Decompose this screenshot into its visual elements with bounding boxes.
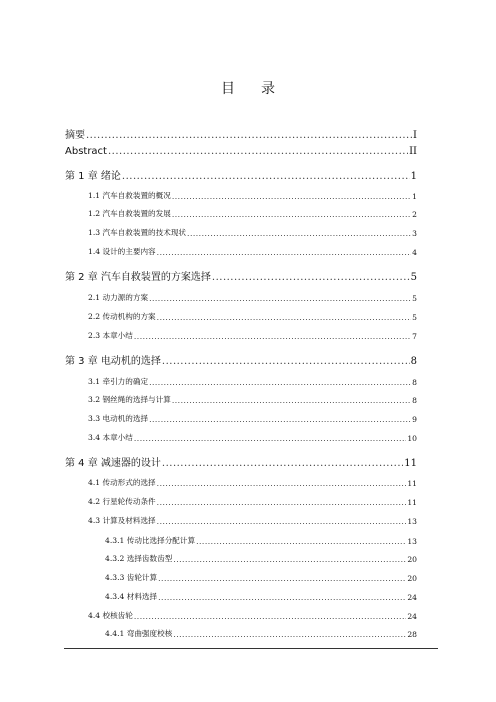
toc-entry[interactable] [105,535,417,546]
toc-dot-leader [149,415,411,424]
toc-entry[interactable] [105,553,417,564]
toc-entry[interactable] [88,496,417,507]
toc-entry-label: 3.3 电动机的选择 [88,414,149,423]
toc-entry-page: 8 [410,356,417,367]
toc-entry-label: 第 4 章 减速器的设计 [65,458,161,469]
toc-dot-leader [157,498,407,507]
toc-dot-leader [122,171,410,182]
toc-dot-leader [149,378,411,387]
toc-entry[interactable] [88,227,417,238]
toc-entry[interactable] [88,515,417,526]
toc-entry-page: 24 [407,593,417,602]
toc-entry[interactable] [88,610,417,621]
toc-entry-label: 4.3.2 选择齿数齿型 [105,554,173,563]
toc-entry[interactable] [88,292,417,303]
toc-dot-leader [157,313,412,322]
toc-entry[interactable] [105,572,417,583]
toc-entry[interactable] [88,246,417,257]
toc-entry-label: 摘要 [65,130,85,141]
toc-entry-label: 1.4 设计的主要内容 [88,247,156,256]
toc-entry-label: 4.3.4 材料选择 [105,592,158,601]
toc-dot-leader [86,130,412,141]
toc-dot-leader [149,294,411,303]
toc-entry[interactable] [88,330,417,341]
toc-entry-label: 3.4 本章小结 [88,433,133,442]
toc-dot-leader [172,210,411,219]
toc-dot-leader [172,192,411,201]
toc-dot-leader [134,332,411,341]
toc-entry-label: 2.2 传动机构的方案 [88,312,156,321]
toc-entry-label: 4.3.3 齿轮计算 [105,573,158,582]
toc-entry[interactable] [88,413,417,424]
toc-entry[interactable] [105,628,417,639]
toc-entry-page: 13 [407,517,417,526]
toc-entry-label: 4.4 校核齿轮 [88,611,133,620]
toc-entry-label: 2.1 动力源的方案 [88,293,149,302]
toc-entry-page: 5 [412,294,417,303]
toc-entry-label: 2.3 本章小结 [88,331,133,340]
toc-entry-label: 1.2 汽车自救装置的发展 [88,209,171,218]
toc-entry[interactable] [65,146,417,157]
toc-entry-label: 第 2 章 汽车自救装置的方案选择 [65,272,211,283]
toc-entry-page: 11 [404,458,417,469]
toc-entry-page: 13 [407,537,417,546]
toc-entry-label: 4.3 计算及材料选择 [88,516,156,525]
toc-entry-label: 4.4.1 弯曲强度校核 [105,629,173,638]
toc-entry[interactable] [88,432,417,443]
toc-entry-label: 第 1 章 绪论 [65,171,121,182]
toc-entry-page: 9 [412,415,417,424]
toc-entry-page: 1 [412,192,417,201]
toc-entry[interactable] [65,268,417,283]
toc-entry-page: 8 [412,378,417,387]
toc-entry-label: 4.1 传动形式的选择 [88,478,156,487]
toc-dot-leader [162,356,410,367]
toc-entry-page: 3 [412,229,417,238]
toc-entry-label: 1.1 汽车自救装置的概况 [88,191,171,200]
toc-entry-page: 28 [407,630,417,639]
toc-dot-leader [196,537,406,546]
toc-dot-leader [108,146,408,157]
toc-entry-page: 10 [407,434,417,443]
toc-dot-leader [173,555,406,564]
toc-entry[interactable] [88,311,417,322]
toc-title-char-1: 目 [221,81,235,97]
toc-entry-page: 20 [407,555,417,564]
toc-dot-leader [157,479,407,488]
toc-entry-page: 20 [407,574,417,583]
toc-entry-label: Abstract [65,146,107,157]
toc-title-char-2: 录 [261,81,275,97]
toc-entry-page: 1 [410,171,417,182]
toc-dot-leader [157,248,412,257]
toc-entry[interactable] [65,167,417,182]
toc-dot-leader [158,593,406,602]
toc-entry[interactable] [88,190,417,201]
toc-entry-page: I [413,130,417,141]
toc-entry-page: 11 [407,498,417,507]
toc-dot-leader [187,229,411,238]
toc-entry-label: 1.3 汽车自救装置的技术现状 [88,228,187,237]
toc-entry-page: 5 [410,272,417,283]
toc-entry-page: 7 [412,332,417,341]
toc-dot-leader [212,272,410,283]
toc-dot-leader [158,574,406,583]
toc-entry-label: 3.2 钢丝绳的选择与计算 [88,395,171,404]
toc-entry-page: 2 [412,210,417,219]
toc-entry-page: 5 [412,313,417,322]
toc-entry-label: 4.2 行星轮传动条件 [88,497,156,506]
bottom-divider [64,648,438,649]
toc-entry-page: 24 [407,612,417,621]
toc-entry[interactable] [88,477,417,488]
toc-dot-leader [157,517,407,526]
toc-entry[interactable] [65,454,417,469]
toc-entry-page: 11 [407,479,417,488]
toc-title [0,78,496,98]
toc-entry-label: 3.1 牵引力的确定 [88,377,149,386]
toc-entry[interactable] [105,591,417,602]
toc-entry-label: 4.3.1 传动比选择分配计算 [105,536,196,545]
toc-entry[interactable] [65,352,417,367]
toc-entry-label: 第 3 章 电动机的选择 [65,356,161,367]
toc-entry[interactable] [88,376,417,387]
toc-entry[interactable] [88,208,417,219]
toc-entry-page: 8 [412,396,417,405]
toc-dot-leader [134,612,406,621]
toc-dot-leader [172,396,411,405]
toc-dot-leader [162,458,403,469]
toc-dot-leader [134,434,406,443]
toc-entry-page: 4 [412,248,417,257]
toc-entry-page: II [409,146,417,157]
toc-dot-leader [173,630,406,639]
toc-entry[interactable] [88,394,417,405]
toc-entry[interactable] [65,126,417,141]
